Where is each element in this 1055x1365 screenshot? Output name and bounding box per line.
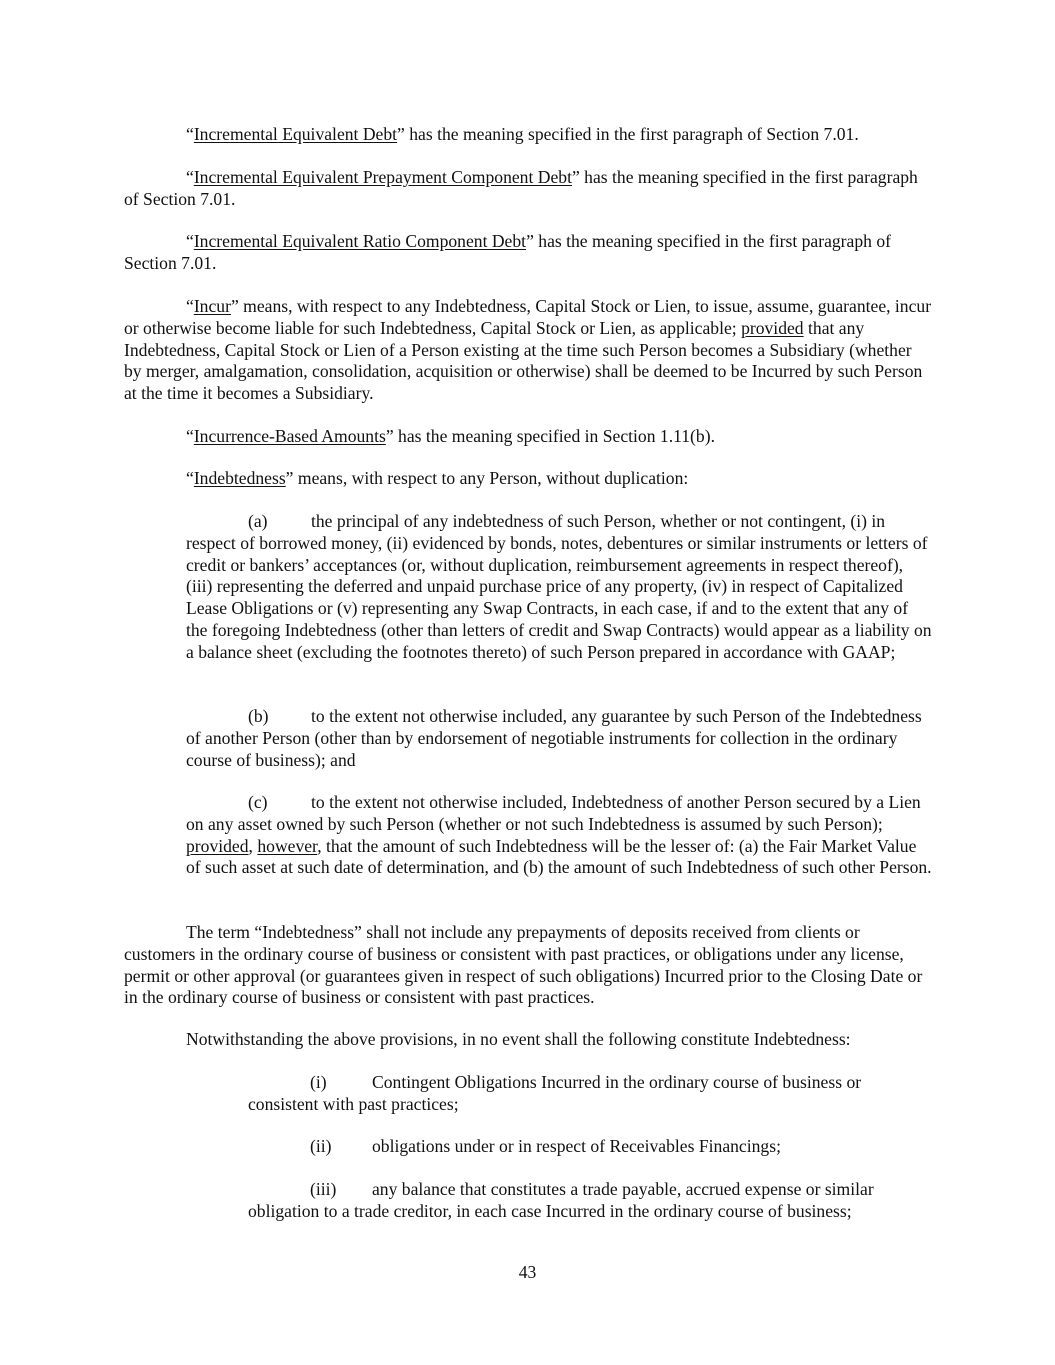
- open-quote: “: [186, 468, 194, 488]
- clause-text-2: , that the amount of such Indebtedness will be the lesser of: (a) the Fair Market Value of such asset at such date of determination, and (b) the amount of such Indebtedness of such other Person.: [186, 835, 932, 878]
- def-indebtedness: [124, 468, 932, 490]
- definition-text: ” has the meaning specified in Section 1.11(b).: [385, 426, 715, 446]
- open-quote: “: [186, 231, 194, 251]
- item-label: (i): [310, 1072, 327, 1092]
- defined-term: Incur: [193, 296, 231, 316]
- indebtedness-clause-b: [186, 706, 932, 771]
- defined-term: Indebtedness: [193, 468, 286, 488]
- clause-label: (a): [248, 511, 268, 531]
- clause-text: to the extent not otherwise included, any guarantee by such Person of the Indebtedness of another Person (other than by endorsement of negotiable instruments for collection in the ordinary course of business); and: [186, 706, 922, 770]
- defined-term: Incremental Equivalent Ratio Component Debt: [193, 231, 527, 251]
- defined-term: Incurrence-Based Amounts: [193, 426, 386, 446]
- clause-text: to the extent not otherwise included, Indebtedness of another Person secured by a Lien on any asset owned by such Person (whether or not such Indebtedness is assumed by such Person);: [186, 792, 921, 834]
- term-exclusion-paragraph: The term “Indebtedness” shall not include any prepayments of deposits received from clients or customers in the ordinary course of business or consistent with past practices, or obligations under any license, permit or other approval (or guarantees given in respect of such obligations) Incurred prior to the Closing Date or in the ordinary course of business or consistent with past practices.: [124, 922, 923, 1008]
- open-quote: “: [186, 124, 194, 144]
- item-text: obligations under or in respect of Receivables Financings;: [372, 1136, 781, 1156]
- exclusion-item-ii: [248, 1136, 932, 1158]
- open-quote: “: [186, 426, 194, 446]
- item-text: any balance that constitutes a trade payable, accrued expense or similar obligation to a trade creditor, in each case Incurred in the ordinary course of business;: [248, 1179, 874, 1221]
- indebtedness-clause-a: [186, 511, 932, 664]
- definition-text: ” has the meaning specified in the first paragraph of Section 7.01.: [397, 124, 859, 144]
- definition-text: ” means, with respect to any Indebtedness, Capital Stock or Lien, to issue, assume, guarantee, incur or otherwise become liable for such Indebtedness, Capital Stock or Lien, as applicable;: [124, 296, 932, 338]
- however-term: however: [257, 835, 318, 856]
- open-quote: “: [186, 296, 194, 316]
- provided-term: provided: [186, 835, 249, 856]
- definition-text: ” has the meaning specified in the first paragraph of Section 7.01.: [124, 231, 891, 273]
- clause-label: (b): [248, 706, 269, 726]
- item-label: (ii): [310, 1136, 332, 1156]
- open-quote: “: [186, 167, 194, 187]
- item-label: (iii): [310, 1179, 337, 1199]
- exclusion-item-i: [248, 1072, 932, 1116]
- def-incremental-equivalent-ratio: [124, 231, 932, 275]
- clause-text: the principal of any indebtedness of such Person, whether or not contingent, (i) in respect of borrowed money, (ii) evidenced by bonds, notes, debentures or similar instruments or letters of credit or bankers’ acceptances (or, without duplication, reimbursement agreements in respect thereof), (iii) representing the deferred and unpaid purchase price of any property, (iv) in respect of Capitalized Lease Obligations or (v) representing any Swap Contracts, in each case, if and to the extent that any of the foregoing Indebtedness (other than letters of credit and Swap Contracts) would appear as a liability on a balance sheet (excluding the footnotes thereto) of such Person prepared in accordance with GAAP;: [186, 511, 932, 662]
- item-text: Contingent Obligations Incurred in the ordinary course of business or consistent with past practices;: [248, 1072, 862, 1114]
- clause-label: (c): [248, 792, 268, 812]
- def-incremental-equivalent-prepayment: [124, 167, 932, 211]
- definition-text: ” has the meaning specified in the first paragraph of Section 7.01.: [124, 167, 918, 209]
- indebtedness-clause-c: [186, 792, 932, 879]
- def-incremental-equivalent-debt: [124, 124, 932, 146]
- provided-term: provided: [741, 317, 804, 338]
- def-incur: [124, 296, 932, 405]
- def-incurrence-based-amounts: [124, 426, 932, 448]
- notwithstanding-paragraph: Notwithstanding the above provisions, in no event shall the following constitute Indebtedness:: [186, 1029, 851, 1049]
- defined-term: Incremental Equivalent Debt: [193, 124, 398, 144]
- exclusion-item-iii: [248, 1179, 932, 1223]
- definition-text: ” means, with respect to any Person, without duplication:: [285, 468, 689, 488]
- defined-term: Incremental Equivalent Prepayment Component Debt: [193, 167, 572, 187]
- comma: ,: [248, 835, 258, 856]
- page-number: 43: [518, 1262, 537, 1282]
- definition-text-2: that any Indebtedness, Capital Stock or Lien of a Person existing at the time such Person becomes a Subsidiary (whether by merger, amalgamation, consolidation, acquisition or otherwise) shall be deemed to be Incurred by such Person at the time it becomes a Subsidiary.: [124, 317, 923, 404]
